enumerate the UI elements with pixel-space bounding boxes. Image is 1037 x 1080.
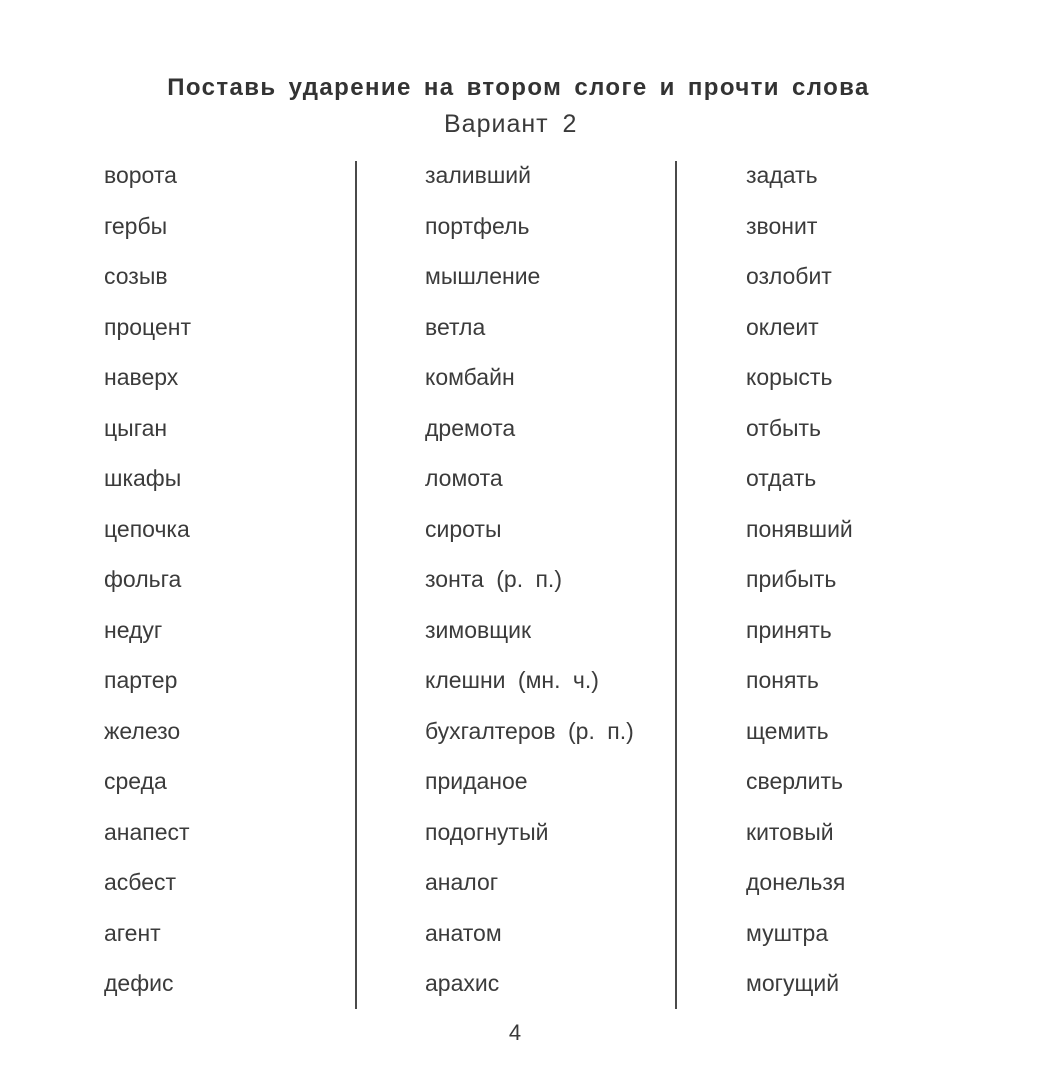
word-item: приданое [425,768,528,794]
word-item: зонта (р. п.) [425,566,562,592]
column-divider [355,161,357,1009]
word-item: щемить [746,717,829,744]
word-item: ломота [425,465,503,491]
word-item: сироты [425,515,502,542]
word-item: прибыть [746,566,837,592]
word-item: сверлить [746,768,844,794]
word-item: китовый [746,818,834,845]
word-item: муштра [746,919,829,946]
word-column-1 [104,160,191,1019]
word-item: заливший [425,162,531,188]
word-item: аналог [425,869,499,895]
word-column-2 [425,160,634,1019]
word-item: гербы [104,212,168,239]
word-item: озлобит [746,263,832,289]
page-title: Поставь ударение на втором слоге и прочти слова [167,74,870,102]
word-item: клешни (мн. ч.) [425,667,599,693]
word-item: бухгалтеров (р. п.) [425,717,634,744]
word-item: арахис [425,970,500,996]
word-item: зимовщик [425,616,532,643]
word-item: задать [746,162,818,188]
word-item: корысть [746,364,833,390]
word-item: звонит [746,212,818,239]
word-item: могущий [746,970,840,996]
word-item: анапест [104,818,190,845]
word-item: железо [104,717,181,744]
word-column-3 [746,160,853,1019]
word-item: портфель [425,212,530,239]
word-item: наверх [104,364,179,390]
word-item: мышление [425,263,541,289]
word-item: отдать [746,465,817,491]
column-divider [675,161,677,1009]
word-item: ветла [425,313,486,340]
word-item: дремота [425,414,516,441]
word-item: фольга [104,566,182,592]
word-item: агент [104,919,161,946]
word-item: понявший [746,515,853,542]
word-item: асбест [104,869,177,895]
word-item: ворота [104,162,177,188]
word-item: процент [104,313,191,340]
word-item: цыган [104,414,168,441]
word-item: партер [104,667,178,693]
word-item: цепочка [104,515,190,542]
word-item: анатом [425,919,502,946]
word-item: шкафы [104,465,182,491]
word-item: понять [746,667,819,693]
word-item: оклеит [746,313,819,340]
variant-label: Вариант 2 [444,110,578,138]
page-number: 4 [508,1020,522,1045]
word-item: комбайн [425,364,515,390]
word-item: донельзя [746,869,846,895]
word-item: среда [104,768,167,794]
word-item: недуг [104,616,163,643]
word-item: дефис [104,970,174,996]
word-item: принять [746,616,832,643]
word-item: отбыть [746,414,822,441]
word-item: подогнутый [425,818,549,845]
word-item: созыв [104,263,168,289]
